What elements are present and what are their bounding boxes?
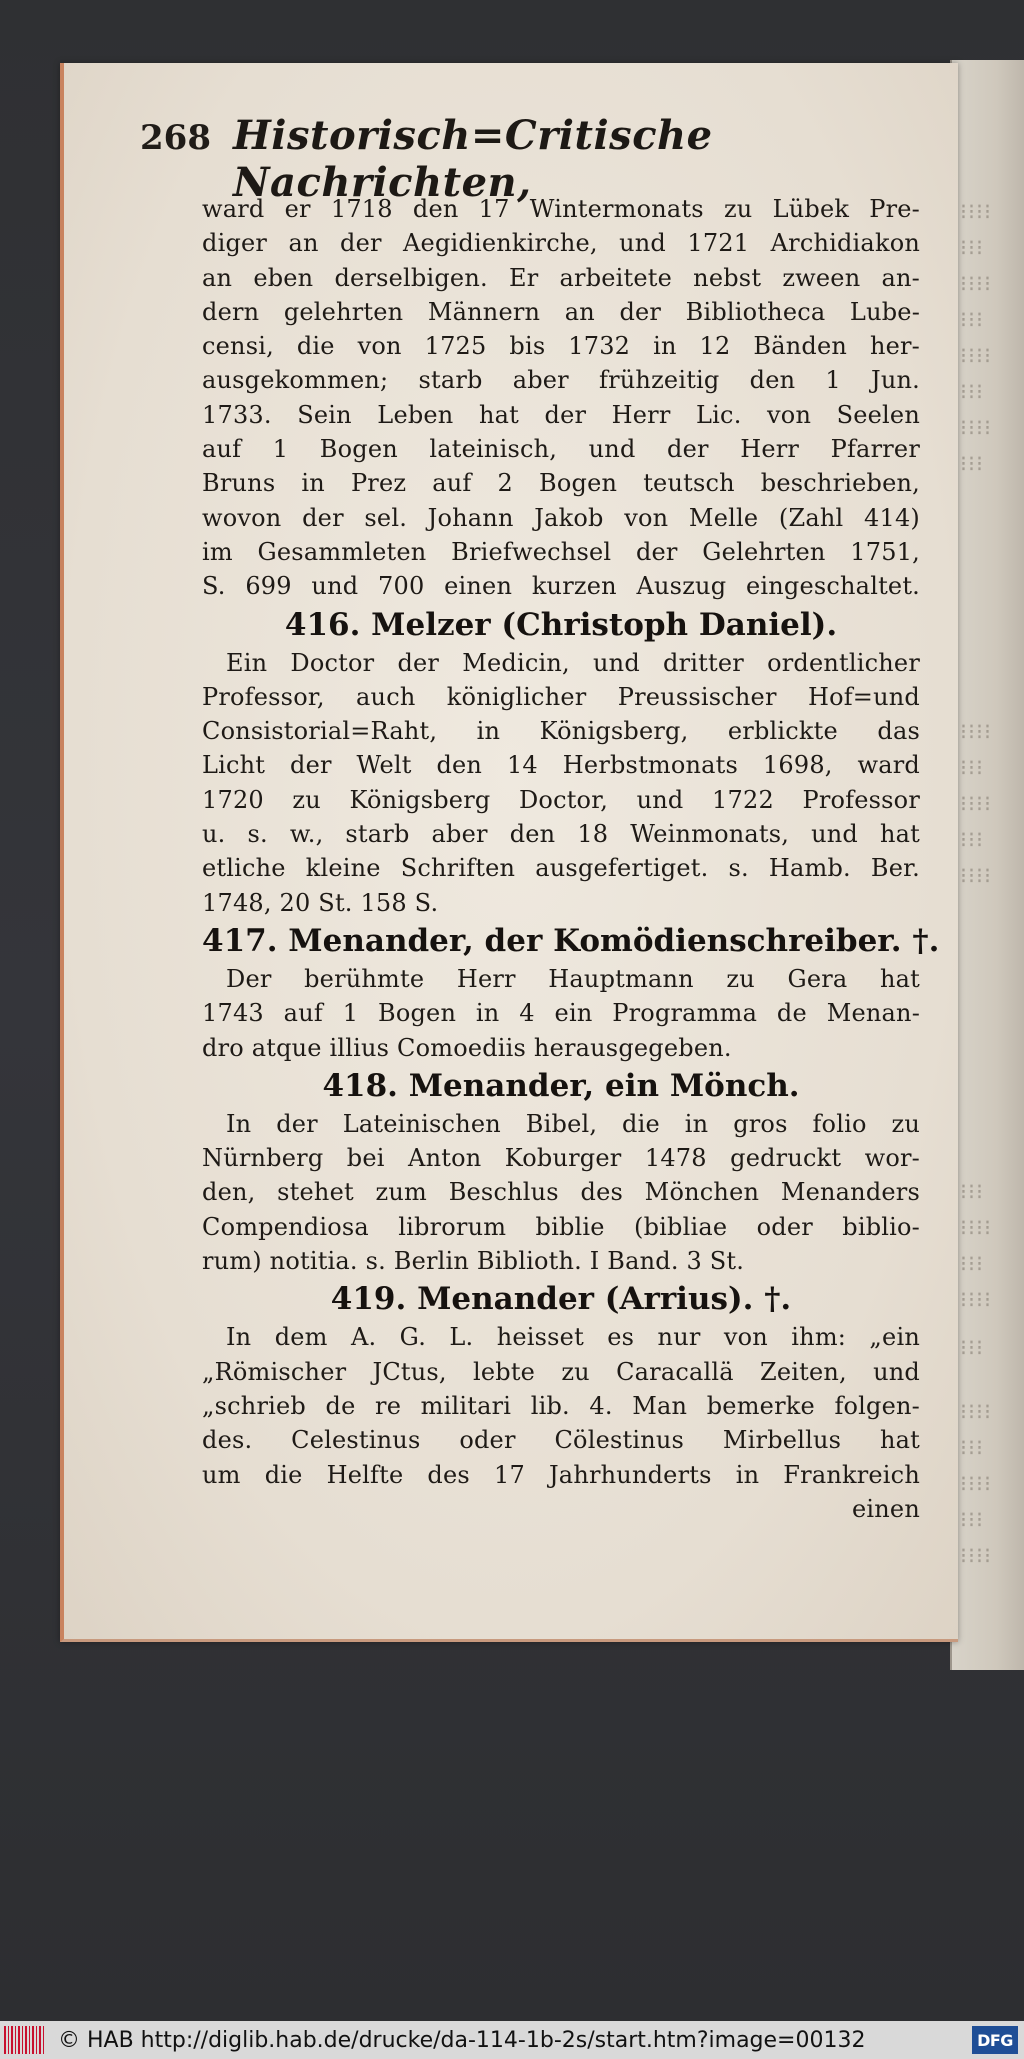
text-line: Compendiosa librorum biblie (bibliae oder biblio- xyxy=(202,1212,920,1241)
text-line: des. Celestinus oder Cölestinus Mirbellus hat xyxy=(202,1426,920,1455)
viewer-footer xyxy=(0,2021,1024,2059)
text-line: 1720 zu Königsberg Doctor, und 1722 Professor xyxy=(202,785,920,814)
text-line: den, stehet zum Beschlus des Mönchen Menanders xyxy=(202,1178,920,1207)
text-line: Professor, auch königlicher Preussischer Hof=und xyxy=(202,682,920,711)
text-line: In der Lateinischen Bibel, die in gros folio zu xyxy=(226,1109,920,1138)
text-line: Ein Doctor der Medicin, und dritter ordentlicher xyxy=(226,648,920,677)
dfg-logo-icon: DFG xyxy=(972,2026,1018,2054)
text-line: Bruns in Prez auf 2 Bogen teutsch beschrieben, xyxy=(202,469,920,498)
text-line: diger an der Aegidienkirche, und 1721 Archidiakon xyxy=(202,229,920,258)
text-line: Der berühmte Herr Hauptmann zu Gera hat xyxy=(226,964,920,993)
text-line: ausgekommen; starb aber frühzeitig den 1 Jun. xyxy=(202,366,920,395)
text-line: um die Helfte des 17 Jahrhunderts in Frankreich xyxy=(202,1460,920,1489)
entry-heading-417: 417. Menander, der Komödienschreiber. †. xyxy=(202,922,940,959)
text-line: im Gesammleten Briefwechsel der Gelehrten 1751, xyxy=(202,537,920,566)
text-line: censi, die von 1725 bis 1732 in 12 Bänden her- xyxy=(202,332,920,361)
text-line: wovon der sel. Johann Jakob von Melle (Zahl 414) xyxy=(202,503,920,532)
text-line: ward er 1718 den 17 Wintermonats zu Lübek Pre- xyxy=(202,195,920,223)
text-line: „Römischer JCtus, lebte zu Caracallä Zeiten, und xyxy=(202,1357,920,1386)
running-title: Historisch=Critische Nachrichten, xyxy=(232,112,713,206)
source-credit-link[interactable]: © HAB http://diglib.hab.de/drucke/da-114-1b-2s/start.htm?image=00132 xyxy=(58,2027,866,2053)
text-line: dro atque illius Comoediis herausgegeben. xyxy=(202,1033,732,1062)
text-line: u. s. w., starb aber den 18 Weinmonats, und hat xyxy=(202,820,920,849)
page-header xyxy=(140,112,840,206)
entry-heading-418: 418. Menander, ein Mönch. xyxy=(322,1067,800,1104)
text-line: 1733. Sein Leben hat der Herr Lic. von Seelen xyxy=(202,400,920,429)
page-number: 268 xyxy=(140,118,211,158)
text-line: 1748, 20 St. 158 S. xyxy=(202,888,439,917)
text-line: „schrieb de re militari lib. 4. Man bemerke folgen- xyxy=(202,1391,920,1420)
text-line: dern gelehrten Männern an der Bibliotheca Lube- xyxy=(202,297,920,326)
adjacent-page-edge: ⁝⁝⁝⁝ ⁝⁝⁝ ⁝⁝⁝⁝ ⁝⁝⁝ ⁝⁝⁝⁝ ⁝⁝⁝ ⁝⁝⁝⁝ ⁝⁝⁝ ⁝⁝⁝⁝ ⁝⁝⁝ ⁝⁝⁝⁝ ⁝⁝⁝ ⁝⁝⁝⁝ ⁝⁝⁝ ⁝⁝⁝⁝ ⁝⁝⁝ ⁝⁝⁝⁝ ⁝⁝⁝ ⁝⁝⁝⁝ ⁝⁝⁝ ⁝⁝⁝⁝ ⁝⁝⁝ ⁝⁝⁝⁝ xyxy=(950,60,1024,1670)
entry-heading-419: 419. Menander (Arrius). †. xyxy=(330,1281,792,1318)
text-line: Consistorial=Raht, in Königsberg, erblickte das xyxy=(202,717,920,746)
text-line: rum) notitia. s. Berlin Biblioth. I Band. 3 St. xyxy=(202,1247,745,1276)
text-line: 1743 auf 1 Bogen in 4 ein Programma de Menan- xyxy=(202,999,920,1028)
text-line: etliche kleine Schriften ausgefertiget. s. Hamb. Ber. xyxy=(202,854,920,883)
text-line: an eben derselbigen. Er arbeitete nebst zween an- xyxy=(202,263,920,292)
text-line: Nürnberg bei Anton Koburger 1478 gedruckt wor- xyxy=(202,1144,920,1173)
text-line: In dem A. G. L. heisset es nur von ihm: „ein xyxy=(226,1323,920,1352)
barcode-icon xyxy=(4,2026,44,2054)
entry-heading-416: 416. Melzer (Christoph Daniel). xyxy=(284,606,838,643)
page-body xyxy=(202,192,940,1552)
text-line: S. 699 und 700 einen kurzen Auszug eingeschaltet. xyxy=(202,572,920,601)
text-line: auf 1 Bogen lateinisch, und der Herr Pfarrer xyxy=(202,435,920,464)
catchword: einen xyxy=(852,1494,920,1523)
text-line: Licht der Welt den 14 Herbstmonats 1698, ward xyxy=(202,751,920,780)
